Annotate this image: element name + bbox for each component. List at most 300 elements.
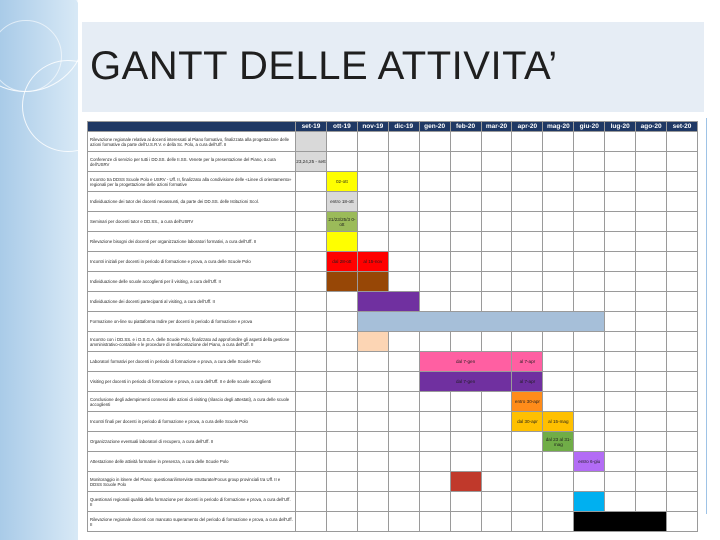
gantt-empty-cell [605,492,636,512]
gantt-empty-cell [450,452,481,472]
gantt-empty-cell [512,332,543,352]
gantt-empty-cell [296,272,327,292]
gantt-empty-cell [667,332,698,352]
month-header: set-19 [296,122,327,132]
gantt-empty-cell [450,432,481,452]
gantt-bar [512,412,543,432]
gantt-empty-cell [574,192,605,212]
gantt-bar-label: 21/23/25/3 0-ott [328,216,356,227]
gantt-empty-cell [296,212,327,232]
gantt-empty-cell [636,192,667,212]
gantt-empty-cell [667,392,698,412]
gantt-empty-cell [605,432,636,452]
gantt-empty-cell [357,512,388,532]
gantt-empty-cell [605,412,636,432]
gantt-empty-cell [636,432,667,452]
gantt-row [88,452,698,472]
gantt-empty-cell [326,512,357,532]
month-header: lug-20 [605,122,636,132]
activity-label: Organizzazione eventuali laboratori di recupero, a cura dell'Uff. II [88,432,296,452]
gantt-empty-cell [357,152,388,172]
gantt-empty-cell [667,252,698,272]
gantt-empty-cell [388,172,419,192]
activity-label: Conferenze di servizio per tutti i DD.SS. delle II.SS. Venete per la presentazione del Piano, a cura dell'USRV [88,152,296,172]
gantt-empty-cell [419,132,450,152]
gantt-empty-cell [388,372,419,392]
gantt-empty-cell [388,272,419,292]
gantt-empty-cell [512,292,543,312]
gantt-empty-cell [543,132,574,152]
gantt-empty-cell [636,352,667,372]
gantt-empty-cell [450,332,481,352]
gantt-empty-cell [574,252,605,272]
gantt-bar-label: dal 28-ott [332,259,352,264]
gantt-empty-cell [419,432,450,452]
gantt-row [88,172,698,192]
gantt-bar-label: al 7-apr [519,359,536,364]
gantt-row [88,252,698,272]
gantt-empty-cell [543,472,574,492]
gantt-empty-cell [636,452,667,472]
gantt-bar [574,512,667,532]
gantt-empty-cell [512,132,543,152]
gantt-table [87,121,698,532]
gantt-row [88,352,698,372]
gantt-bar [574,492,605,512]
gantt-empty-cell [296,352,327,372]
gantt-empty-cell [296,252,327,272]
gantt-empty-cell [481,232,512,252]
gantt-empty-cell [574,352,605,372]
gantt-empty-cell [357,352,388,372]
gantt-empty-cell [296,312,327,332]
gantt-empty-cell [419,192,450,212]
gantt-empty-cell [326,292,357,312]
gantt-empty-cell [326,152,357,172]
gantt-empty-cell [419,292,450,312]
gantt-empty-cell [512,252,543,272]
gantt-empty-cell [357,432,388,452]
gantt-empty-cell [388,232,419,252]
gantt-empty-cell [326,472,357,492]
gantt-empty-cell [388,132,419,152]
activity-label: Individuazione dei tutor dei docenti neoassunti, da parte dei DD.SS. delle Istituzioni Scol. [88,192,296,212]
gantt-empty-cell [450,212,481,232]
gantt-empty-cell [296,512,327,532]
gantt-empty-cell [605,232,636,252]
gantt-empty-cell [667,512,698,532]
gantt-empty-cell [388,152,419,172]
gantt-empty-cell [326,492,357,512]
gantt-empty-cell [357,212,388,232]
gantt-bar-label: entro 18-ott [330,199,354,204]
month-header: set-20 [667,122,698,132]
month-header: mar-20 [481,122,512,132]
gantt-empty-cell [388,492,419,512]
gantt-empty-cell [388,412,419,432]
gantt-bar-label: dal 23 al 31-mag [545,436,571,447]
gantt-empty-cell [543,212,574,232]
gantt-empty-cell [636,152,667,172]
gantt-empty-cell [512,512,543,532]
month-header: feb-20 [450,122,481,132]
gantt-empty-cell [296,432,327,452]
gantt-bar-label: al 7-apr [519,379,536,384]
month-header: ago-20 [636,122,667,132]
gantt-empty-cell [326,352,357,372]
gantt-empty-cell [667,472,698,492]
gantt-row [88,152,698,172]
gantt-empty-cell [543,492,574,512]
gantt-empty-cell [481,152,512,172]
activity-label: Conclusione degli adempimenti connessi alle azioni di visiting (rilascio degli attestati), a cura delle scuole accoglienti [88,392,296,412]
slide-title: GANTT DELLE ATTIVITA’ [90,44,558,88]
month-header: apr-20 [512,122,543,132]
gantt-empty-cell [388,392,419,412]
gantt-empty-cell [450,412,481,432]
gantt-empty-cell [543,252,574,272]
month-header: mag-20 [543,122,574,132]
gantt-empty-cell [574,232,605,252]
month-header: gen-20 [419,122,450,132]
gantt-empty-cell [636,212,667,232]
gantt-row [88,192,698,212]
gantt-empty-cell [605,392,636,412]
gantt-empty-cell [326,452,357,472]
gantt-empty-cell [605,152,636,172]
gantt-row [88,432,698,452]
gantt-empty-cell [450,252,481,272]
gantt-bar [357,292,419,312]
gantt-empty-cell [388,512,419,532]
gantt-bar-label: dal 7-gen [455,359,476,364]
gantt-bar-label: dal 7-gen [455,379,476,384]
gantt-empty-cell [667,452,698,472]
gantt-empty-cell [296,452,327,472]
activity-label: Monitoraggio in itinere del Piano: questionari/interviste strutturate/Focus group provinciali tra Uff. II e DDSS Scuole Polo [88,472,296,492]
gantt-bar [326,212,357,232]
gantt-bar [357,332,388,352]
gantt-row [88,292,698,312]
activity-label: Visiting per docenti in periodo di formazione e prova, a cura dell'Uff. II e delle scuole accoglienti [88,372,296,392]
gantt-empty-cell [574,292,605,312]
gantt-empty-cell [574,172,605,192]
gantt-empty-cell [512,152,543,172]
gantt-empty-cell [296,412,327,432]
gantt-empty-cell [481,512,512,532]
gantt-empty-cell [419,172,450,192]
gantt-empty-cell [450,272,481,292]
gantt-empty-cell [419,452,450,472]
gantt-empty-cell [543,192,574,212]
gantt-empty-cell [357,472,388,492]
activity-label: Incontri iniziali per docenti in periodo di formazione e prova, a cura delle Scuole Polo [88,252,296,272]
gantt-row [88,272,698,292]
gantt-bar [574,452,605,472]
gantt-empty-cell [419,512,450,532]
gantt-bar [357,312,604,332]
gantt-empty-cell [574,432,605,452]
gantt-empty-cell [667,492,698,512]
gantt-empty-cell [636,132,667,152]
gantt-empty-cell [667,212,698,232]
gantt-empty-cell [419,332,450,352]
gantt-empty-cell [419,272,450,292]
gantt-empty-cell [574,472,605,492]
gantt-empty-cell [481,412,512,432]
gantt-empty-cell [419,212,450,232]
gantt-empty-cell [512,232,543,252]
gantt-bar [357,252,388,272]
gantt-empty-cell [357,412,388,432]
gantt-empty-cell [605,312,636,332]
gantt-empty-cell [326,132,357,152]
gantt-bar [296,152,327,172]
gantt-bar-label: 23,24,25 - sett [296,159,326,164]
gantt-empty-cell [605,172,636,192]
gantt-empty-cell [543,172,574,192]
gantt-empty-cell [574,332,605,352]
left-decorative-bar [0,0,78,540]
gantt-empty-cell [512,472,543,492]
gantt-empty-cell [543,352,574,372]
gantt-empty-cell [481,392,512,412]
gantt-empty-cell [605,472,636,492]
activity-label: Incontri finali per docenti in periodo di formazione e prova, a cura delle Scuole Polo [88,412,296,432]
gantt-empty-cell [357,232,388,252]
gantt-empty-cell [481,172,512,192]
gantt-header-row [88,122,698,132]
gantt-row [88,232,698,252]
month-header: ott-19 [326,122,357,132]
activity-label: Questionari regionali qualità della formazione per docenti in periodo di formazione e prova, a cura dell'Uff. II [88,492,296,512]
gantt-empty-cell [543,232,574,252]
gantt-empty-cell [388,432,419,452]
gantt-empty-cell [574,152,605,172]
gantt-bar-label: entro 6-giu [578,459,601,464]
gantt-row [88,312,698,332]
gantt-empty-cell [543,272,574,292]
gantt-bar-label: entro 30-apr [514,399,540,404]
gantt-empty-cell [543,372,574,392]
gantt-row [88,412,698,432]
gantt-empty-cell [636,312,667,332]
gantt-empty-cell [667,292,698,312]
activity-label: Individuazione delle scuole accoglienti per il visiting, a cura dell'Uff. II [88,272,296,292]
gantt-bar [543,412,574,432]
gantt-empty-cell [512,272,543,292]
gantt-empty-cell [636,332,667,352]
gantt-empty-cell [636,172,667,192]
gantt-empty-cell [605,272,636,292]
gantt-empty-cell [481,452,512,472]
gantt-empty-cell [636,232,667,252]
gantt-empty-cell [574,372,605,392]
gantt-empty-cell [636,292,667,312]
gantt-empty-cell [296,392,327,412]
activity-label: Incontro tra DDSS Scuole Polo e USRV - Uff. II, finalizzato alla condivisione delle «Linee di orientamento» regionali per la progettazione delle azioni formative [88,172,296,192]
gantt-row [88,212,698,232]
gantt-row [88,492,698,512]
gantt-empty-cell [605,292,636,312]
gantt-bar [450,472,481,492]
gantt-empty-cell [450,152,481,172]
gantt-empty-cell [388,252,419,272]
gantt-empty-cell [326,412,357,432]
gantt-empty-cell [357,392,388,412]
gantt-bar-label: dal 30-apr [517,419,538,424]
gantt-empty-cell [636,252,667,272]
gantt-empty-cell [543,512,574,532]
gantt-empty-cell [326,392,357,412]
gantt-empty-cell [419,252,450,272]
activity-label: Laboratori formativi per docenti in periodo di formazione e prova, a cura delle Scuole Polo [88,352,296,372]
gantt-empty-cell [667,172,698,192]
gantt-empty-cell [419,152,450,172]
gantt-empty-cell [667,352,698,372]
gantt-empty-cell [667,312,698,332]
gantt-bar-label: al 15-mag [548,419,569,424]
gantt-empty-cell [296,172,327,192]
gantt-empty-cell [667,152,698,172]
gantt-empty-cell [450,392,481,412]
gantt-empty-cell [574,132,605,152]
gantt-empty-cell [481,132,512,152]
gantt-empty-cell [296,332,327,352]
gantt-empty-cell [481,292,512,312]
gantt-empty-cell [481,192,512,212]
gantt-empty-cell [636,492,667,512]
gantt-empty-cell [326,312,357,332]
gantt-empty-cell [543,452,574,472]
gantt-empty-cell [574,212,605,232]
gantt-empty-cell [481,272,512,292]
gantt-empty-cell [636,472,667,492]
gantt-empty-cell [296,192,327,212]
gantt-empty-cell [543,292,574,312]
gantt-empty-cell [605,372,636,392]
activity-label: Incontro con i DD.SS. e i D.S.G.A. delle Scuole Polo, finalizzato ad approfondire gli aspetti della gestione amministrativo-contabile e le procedure di rendicontazione del Piano, a cura dell'Uff. II [88,332,296,352]
gantt-empty-cell [388,212,419,232]
gantt-empty-cell [512,172,543,192]
gantt-bar [357,272,388,292]
gantt-empty-cell [388,472,419,492]
gantt-empty-cell [481,212,512,232]
gantt-empty-cell [388,352,419,372]
gantt-bar [326,232,357,252]
gantt-empty-cell [296,472,327,492]
activity-label: Individuazione dei docenti partecipanti al visiting, a cura dell'Uff. II [88,292,296,312]
gantt-empty-cell [512,452,543,472]
gantt-empty-cell [326,332,357,352]
gantt-row [88,332,698,352]
gantt-bar [326,272,357,292]
gantt-bar [419,372,512,392]
gantt-empty-cell [605,452,636,472]
gantt-bar [543,432,574,452]
gantt-empty-cell [357,452,388,472]
gantt-row [88,372,698,392]
gantt-empty-cell [512,192,543,212]
gantt-empty-cell [326,432,357,452]
gantt-empty-cell [543,332,574,352]
gantt-empty-cell [296,292,327,312]
gantt-empty-cell [512,212,543,232]
gantt-empty-cell [481,252,512,272]
gantt-empty-cell [296,372,327,392]
gantt-row [88,512,698,532]
gantt-empty-cell [605,352,636,372]
gantt-empty-cell [574,392,605,412]
gantt-empty-cell [667,432,698,452]
gantt-empty-cell [326,372,357,392]
gantt-empty-cell [667,372,698,392]
gantt-empty-cell [605,212,636,232]
gantt-empty-cell [388,332,419,352]
gantt-row [88,132,698,152]
gantt-empty-cell [357,372,388,392]
gantt-empty-cell [296,492,327,512]
activity-label: Attestazione delle attività formative in presenza, a cura delle Scuole Polo [88,452,296,472]
gantt-empty-cell [667,272,698,292]
gantt-empty-cell [512,492,543,512]
gantt-empty-cell [605,192,636,212]
gantt-bar [512,352,543,372]
gantt-empty-cell [450,292,481,312]
gantt-empty-cell [388,452,419,472]
gantt-empty-cell [636,412,667,432]
gantt-row [88,472,698,492]
activity-label: Seminari per docenti tutor e DD.SS., a cura dell'USRV [88,212,296,232]
activity-label: Rilevazione regionale docenti con mancato superamento del periodo di formazione e prova, a cura dell'Uff. II [88,512,296,532]
gantt-empty-cell [357,132,388,152]
gantt-empty-cell [419,472,450,492]
month-header: nov-19 [357,122,388,132]
gantt-empty-cell [543,392,574,412]
gantt-empty-cell [574,412,605,432]
gantt-empty-cell [667,412,698,432]
gantt-empty-cell [481,332,512,352]
gantt-empty-cell [419,232,450,252]
gantt-empty-cell [450,172,481,192]
gantt-empty-cell [388,192,419,212]
gantt-empty-cell [667,192,698,212]
gantt-empty-cell [605,132,636,152]
gantt-empty-cell [357,492,388,512]
gantt-empty-cell [357,192,388,212]
gantt-empty-cell [636,272,667,292]
gantt-empty-cell [512,432,543,452]
gantt-empty-cell [450,492,481,512]
gantt-bar-label: 02-ott [336,179,348,184]
gantt-bar [296,132,327,152]
gantt-bar [326,172,357,192]
activity-label: Formazione on-line su piattaforma Indire per docenti in periodo di formazione e prova [88,312,296,332]
gantt-empty-cell [636,372,667,392]
activity-label: Rilevazione regionale relativa ai docenti interessati al Piano formativo, finalizzata alla progettazione delle azioni formative da parte dell'U.S.R.V. e della Sc. Polo, a cura dell'Uff. II [88,132,296,152]
gantt-empty-cell [450,192,481,212]
gantt-row [88,392,698,412]
gantt-empty-cell [357,172,388,192]
activity-label: Rilevazione bisogni dei docenti per organizzazione laboratori formativi, a cura dell'Uff. II [88,232,296,252]
gantt-bar [512,372,543,392]
gantt-empty-cell [481,472,512,492]
gantt-empty-cell [450,232,481,252]
gantt-empty-cell [574,272,605,292]
gantt-empty-cell [296,232,327,252]
gantt-empty-cell [605,252,636,272]
gantt-empty-cell [543,152,574,172]
